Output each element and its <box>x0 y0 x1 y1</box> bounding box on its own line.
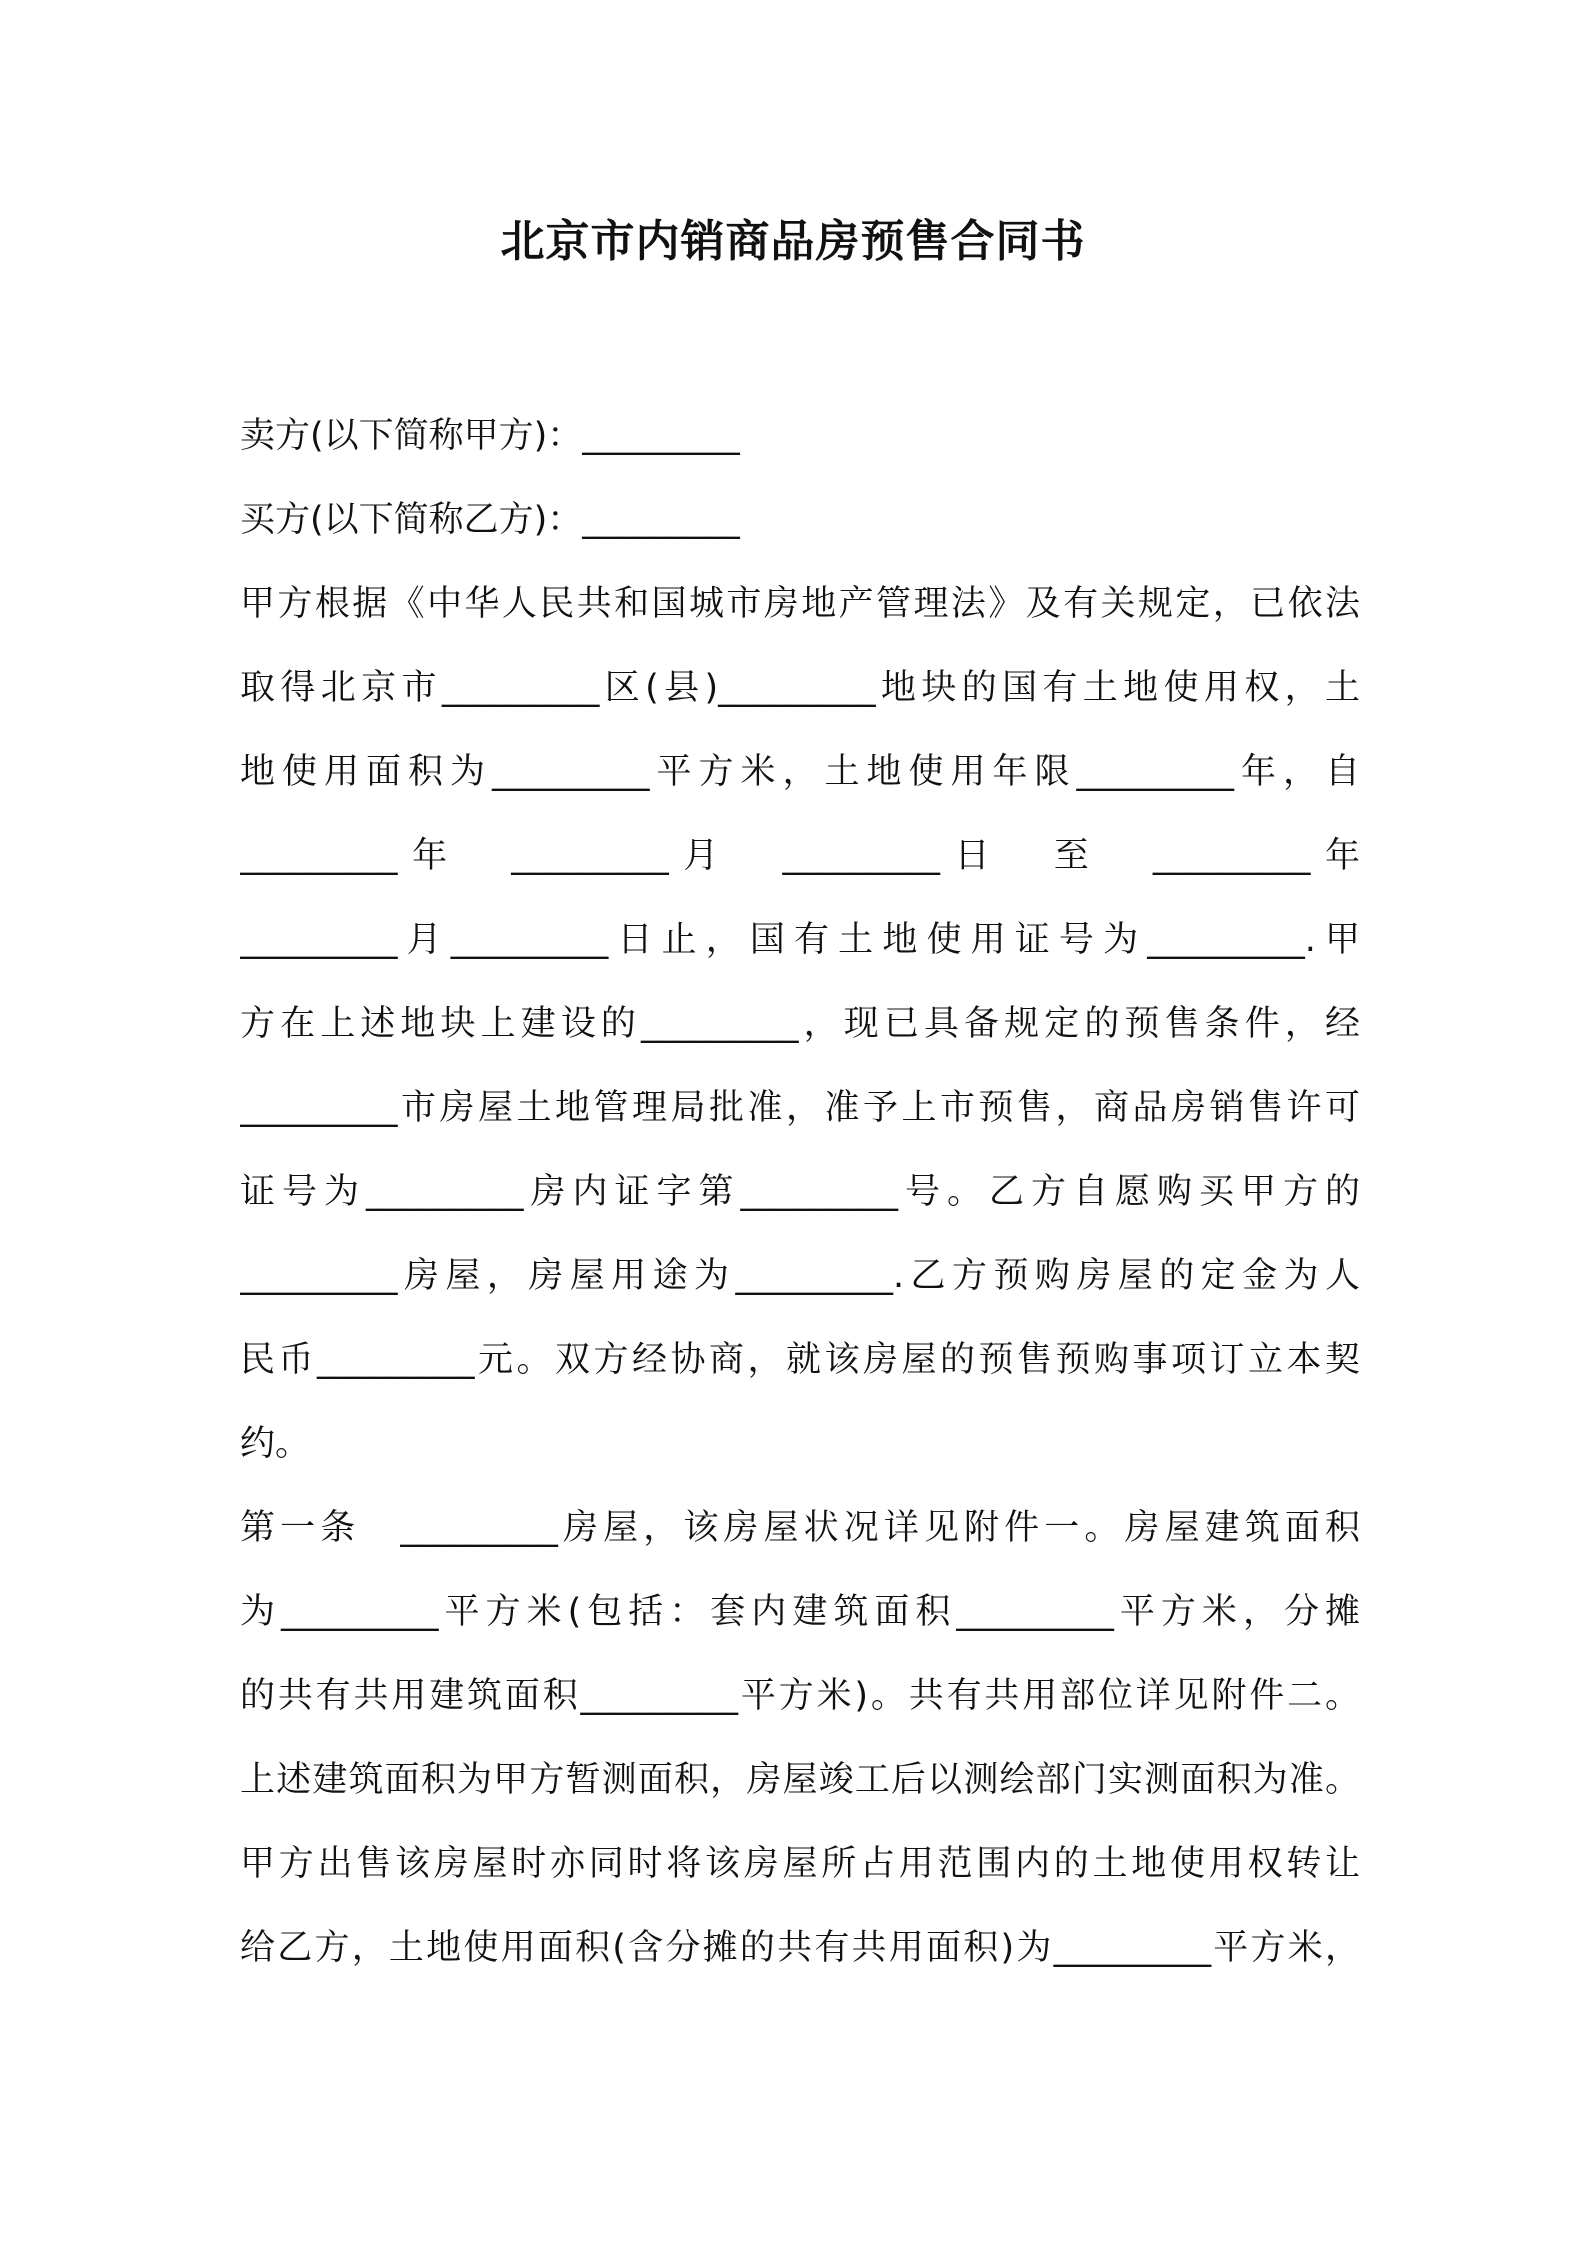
article-1-line: 为_________平方米(包括：套内建筑面积_________平方米，分摊 <box>240 1592 1360 1632</box>
text-line: _________月_________日止，国有土地使用证号为_________.甲 <box>240 920 1360 960</box>
text-line: 地使用面积为_________平方米，土地使用年限_________年，自 <box>240 752 1360 792</box>
article-1-line: 给乙方，土地使用面积(含分摊的共有共用面积)为_________平方米， <box>240 1928 1360 1968</box>
text-line: _________年 _________月 _________日 至 _________年 <box>240 836 1360 876</box>
text-line: 约。 <box>240 1424 311 1464</box>
text-line: 民币_________元。双方经协商，就该房屋的预售预购事项订立本契 <box>240 1340 1360 1380</box>
article-1-line: 甲方出售该房屋时亦同时将该房屋所占用范围内的土地使用权转让 <box>240 1844 1360 1884</box>
text-line-buyer: 买方(以下简称乙方)：_________ <box>240 500 740 540</box>
page-title: 北京市内销商品房预售合同书 <box>500 216 1086 267</box>
text-line: 方在上述地块上建设的_________，现已具备规定的预售条件，经 <box>240 1004 1360 1044</box>
article-1-line: 上述建筑面积为甲方暂测面积，房屋竣工后以测绘部门实测面积为准。 <box>240 1760 1360 1800</box>
article-1-line: 的共有共用建筑面积_________平方米)。共有共用部位详见附件二。 <box>240 1676 1360 1716</box>
text-line: 证号为_________房内证字第_________号。乙方自愿购买甲方的 <box>240 1172 1360 1212</box>
text-line: 取得北京市_________区(县)_________地块的国有土地使用权，土 <box>240 668 1360 708</box>
text-line: _________房屋，房屋用途为_________.乙方预购房屋的定金为人 <box>240 1256 1360 1296</box>
article-1-line: 第一条 _________房屋，该房屋状况详见附件一。房屋建筑面积 <box>240 1508 1360 1548</box>
text-line: _________市房屋土地管理局批准，准予上市预售，商品房销售许可 <box>240 1088 1360 1128</box>
text-line: 甲方根据《中华人民共和国城市房地产管理法》及有关规定，已依法 <box>240 584 1360 624</box>
text-line-seller: 卖方(以下简称甲方)：_________ <box>240 416 740 456</box>
